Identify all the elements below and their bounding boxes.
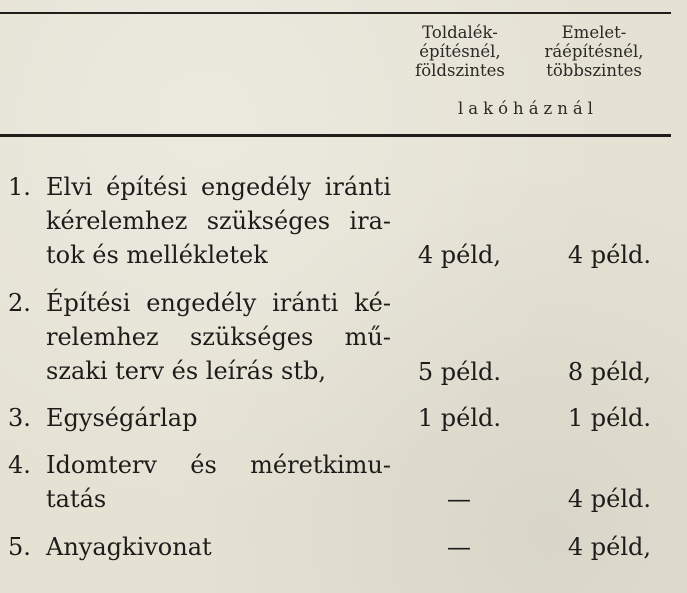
row-description-line: tok és mellékletek xyxy=(46,241,268,269)
column-header-1-line: földszintes xyxy=(415,61,505,80)
row-number: 1. xyxy=(8,173,31,201)
column-header-1-line: Toldalék- xyxy=(422,23,498,42)
row-description-line: szaki terv és leírás stb, xyxy=(46,357,327,385)
row-value-col1: 1 péld. xyxy=(417,404,501,432)
row-number: 3. xyxy=(8,404,31,432)
spanning-header: lakóháznál xyxy=(458,99,598,118)
row-value-col2: 4 péld, xyxy=(567,533,651,561)
row-value-col1: — xyxy=(447,485,471,513)
row-description-line: Elvi építési engedély iránti xyxy=(46,173,391,201)
row-number: 4. xyxy=(8,451,31,479)
column-header-1 xyxy=(392,23,528,80)
column-header-2-line: ráépítésnél, xyxy=(544,42,644,61)
column-header-1-line: építésnél, xyxy=(419,42,501,61)
column-header-2-line: többszintes xyxy=(546,61,642,80)
row-value-col2: 4 péld. xyxy=(567,241,651,269)
row-description-line: Egységárlap xyxy=(46,404,198,432)
row-description-line: Idomterv és méretkimu- xyxy=(46,451,391,479)
row-value-col1: 5 péld. xyxy=(417,358,501,386)
column-header-2 xyxy=(526,23,662,80)
row-value-col2: 1 péld. xyxy=(567,404,651,432)
row-description-line: kérelemhez szükséges ira- xyxy=(46,207,391,235)
row-description xyxy=(46,530,391,564)
row-value-col1: — xyxy=(447,533,471,561)
column-header-2-line: Emelet- xyxy=(561,23,627,42)
row-value-col2: 4 péld. xyxy=(567,485,651,513)
row-description-line: Építési engedély iránti ké- xyxy=(46,289,391,317)
row-description xyxy=(46,401,391,435)
row-description xyxy=(46,448,391,516)
row-description-line: relemhez szükséges mű- xyxy=(46,323,391,351)
row-description-line: tatás xyxy=(46,485,107,513)
row-number: 5. xyxy=(8,533,31,561)
row-value-col2: 8 péld, xyxy=(567,358,651,386)
top-rule xyxy=(0,12,671,14)
row-description xyxy=(46,286,391,388)
row-value-col1: 4 péld, xyxy=(417,241,501,269)
row-description xyxy=(46,170,391,272)
row-description-line: Anyagkivonat xyxy=(46,533,212,561)
header-rule xyxy=(0,134,671,137)
row-number: 2. xyxy=(8,289,31,317)
